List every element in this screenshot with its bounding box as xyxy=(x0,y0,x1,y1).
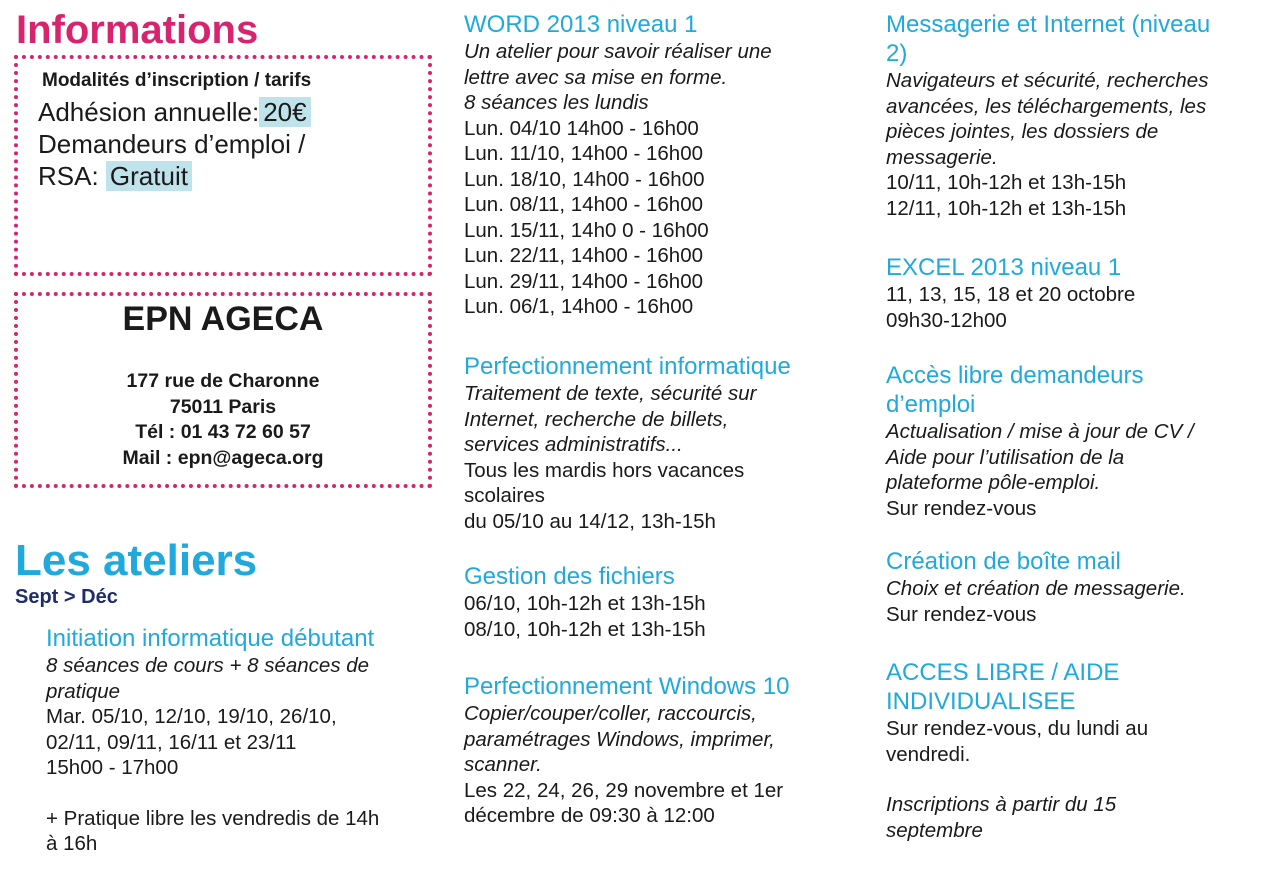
phone-number: Tél : 01 43 72 60 57 xyxy=(135,421,311,443)
atelier-desc-line: Aide pour l’utilisation de la xyxy=(886,445,1125,469)
atelier-title: 2) xyxy=(886,40,908,67)
atelier-title: INDIVIDUALISEE xyxy=(886,688,1076,715)
atelier-schedule-line: 15h00 - 17h00 xyxy=(46,756,179,779)
atelier-desc-line: Un atelier pour savoir réaliser une xyxy=(464,40,772,63)
atelier-desc-line: Copier/couper/coller, raccourcis, xyxy=(464,702,757,725)
modalites-label: Modalités d’inscription / tarifs xyxy=(42,70,312,91)
atelier-word xyxy=(464,10,772,320)
atelier-desc-line: Navigateurs et sécurité, recherches xyxy=(886,69,1209,92)
atelier-schedule-line: Mar. 05/10, 12/10, 19/10, 26/10, xyxy=(46,705,337,728)
atelier-schedule-line: Lun. 18/10, 14h00 - 16h00 xyxy=(464,167,705,191)
epn-name: EPN AGECA xyxy=(122,300,324,338)
address-street: 177 rue de Charonne xyxy=(126,370,320,392)
atelier-desc-line: messagerie. xyxy=(886,145,998,169)
tarifs-text xyxy=(38,96,428,192)
atelier-desc-line: plateforme pôle-emploi. xyxy=(886,471,1101,494)
atelier-schedule-line: 06/10, 10h-12h et 13h-15h xyxy=(464,592,706,615)
inscriptions-note: Inscriptions à partir du 15 xyxy=(886,793,1117,816)
atelier-desc-line: paramétrages Windows, imprimer, xyxy=(464,727,775,751)
atelier-title: WORD 2013 niveau 1 xyxy=(464,11,698,38)
atelier-desc-line: avancées, les téléchargements, les xyxy=(886,94,1207,118)
atelier-schedule-line: du 05/10 au 14/12, 13h-15h xyxy=(464,509,716,533)
atelier-boite-mail xyxy=(886,547,1186,627)
atelier-desc-line: Actualisation / mise à jour de CV / xyxy=(886,420,1194,443)
atelier-schedule-line: 11, 13, 15, 18 et 20 octobre xyxy=(886,283,1136,306)
adhesion-price: 20€ xyxy=(259,97,310,127)
atelier-schedule-line: 09h30-12h00 xyxy=(886,308,1007,332)
atelier-schedule-line: scolaires xyxy=(464,484,545,507)
atelier-desc-line: Choix et création de messagerie. xyxy=(886,577,1186,600)
atelier-extra-line: + Pratique libre les vendredis de 14h xyxy=(46,806,380,830)
atelier-schedule-line: Lun. 08/11, 14h00 - 16h00 xyxy=(464,193,703,216)
atelier-desc-line: Internet, recherche de billets, xyxy=(464,407,729,431)
atelier-aide-individualisee xyxy=(886,658,1148,843)
tarifs-box xyxy=(14,55,432,276)
atelier-desc-line: 8 séances les lundis xyxy=(464,91,649,114)
atelier-extra-line: à 16h xyxy=(46,832,98,855)
atelier-initiation xyxy=(46,624,379,857)
atelier-messagerie xyxy=(886,10,1210,221)
address-city: 75011 Paris xyxy=(169,395,277,418)
ateliers-title: Les ateliers xyxy=(15,536,258,585)
rsa-price: Gratuit xyxy=(106,161,192,191)
atelier-schedule-line: décembre de 09:30 à 12:00 xyxy=(464,804,715,827)
atelier-schedule-line: 12/11, 10h-12h et 13h-15h xyxy=(886,196,1127,220)
atelier-schedule-line: 08/10, 10h-12h et 13h-15h xyxy=(464,617,706,641)
atelier-desc-line: pratique xyxy=(46,679,121,703)
demandeurs-label: Demandeurs d’emploi / xyxy=(38,129,306,159)
atelier-desc-line: 8 séances de cours + 8 séances de xyxy=(46,654,370,677)
atelier-excel xyxy=(886,253,1135,333)
atelier-schedule-line: Tous les mardis hors vacances xyxy=(464,458,745,482)
atelier-schedule-line: Les 22, 24, 26, 29 novembre et 1er xyxy=(464,778,784,802)
atelier-desc-line: lettre avec sa mise en forme. xyxy=(464,65,728,89)
atelier-desc-line: services administratifs... xyxy=(464,433,683,456)
rsa-label: RSA: xyxy=(38,161,99,191)
atelier-title: Gestion des fichiers xyxy=(464,563,675,590)
atelier-title: Perfectionnement informatique xyxy=(464,353,791,380)
atelier-title: Création de boîte mail xyxy=(886,548,1121,575)
atelier-desc-line: Traitement de texte, sécurité sur xyxy=(464,382,757,405)
atelier-title: Initiation informatique débutant xyxy=(46,625,375,652)
atelier-desc-line: pièces jointes, les dossiers de xyxy=(886,120,1159,143)
ateliers-period: Sept > Déc xyxy=(15,586,118,608)
atelier-windows xyxy=(464,672,790,829)
atelier-schedule-line: Lun. 11/10, 14h00 - 16h00 xyxy=(464,142,703,165)
adhesion-label: Adhésion annuelle: xyxy=(38,97,260,127)
atelier-schedule-line: Lun. 04/10 14h00 - 16h00 xyxy=(464,116,699,140)
atelier-schedule-line: Lun. 22/11, 14h00 - 16h00 xyxy=(464,244,703,267)
informations-title: Informations xyxy=(16,8,259,52)
epn-address xyxy=(18,369,428,471)
atelier-title: d’emploi xyxy=(886,391,976,418)
atelier-title: ACCES LIBRE / AIDE xyxy=(886,659,1120,686)
atelier-schedule-line: Sur rendez-vous, du lundi au xyxy=(886,717,1149,740)
atelier-schedule-line: vendredi. xyxy=(886,742,971,766)
atelier-title: Messagerie et Internet (niveau xyxy=(886,11,1211,38)
atelier-schedule-line: Sur rendez-vous xyxy=(886,496,1037,520)
atelier-title: Accès libre demandeurs xyxy=(886,362,1144,389)
atelier-schedule-line: Lun. 06/1, 14h00 - 16h00 xyxy=(464,295,694,318)
mail-address: Mail : epn@ageca.org xyxy=(122,446,324,469)
atelier-schedule-line: 10/11, 10h-12h et 13h-15h xyxy=(886,171,1127,194)
atelier-schedule-line: Lun. 15/11, 14h0 0 - 16h00 xyxy=(464,218,709,242)
atelier-acces-libre xyxy=(886,361,1194,521)
atelier-title: Perfectionnement Windows 10 xyxy=(464,673,790,700)
epn-contact-box xyxy=(14,292,432,488)
atelier-schedule-line: 02/11, 09/11, 16/11 et 23/11 xyxy=(46,730,297,754)
atelier-desc-line: scanner. xyxy=(464,753,542,776)
atelier-title: EXCEL 2013 niveau 1 xyxy=(886,254,1122,281)
atelier-schedule-line: Lun. 29/11, 14h00 - 16h00 xyxy=(464,269,703,293)
atelier-gestion-fichiers xyxy=(464,562,706,642)
inscriptions-note: septembre xyxy=(886,818,983,842)
atelier-schedule-line: Sur rendez-vous xyxy=(886,602,1037,626)
atelier-perfectionnement xyxy=(464,352,791,534)
